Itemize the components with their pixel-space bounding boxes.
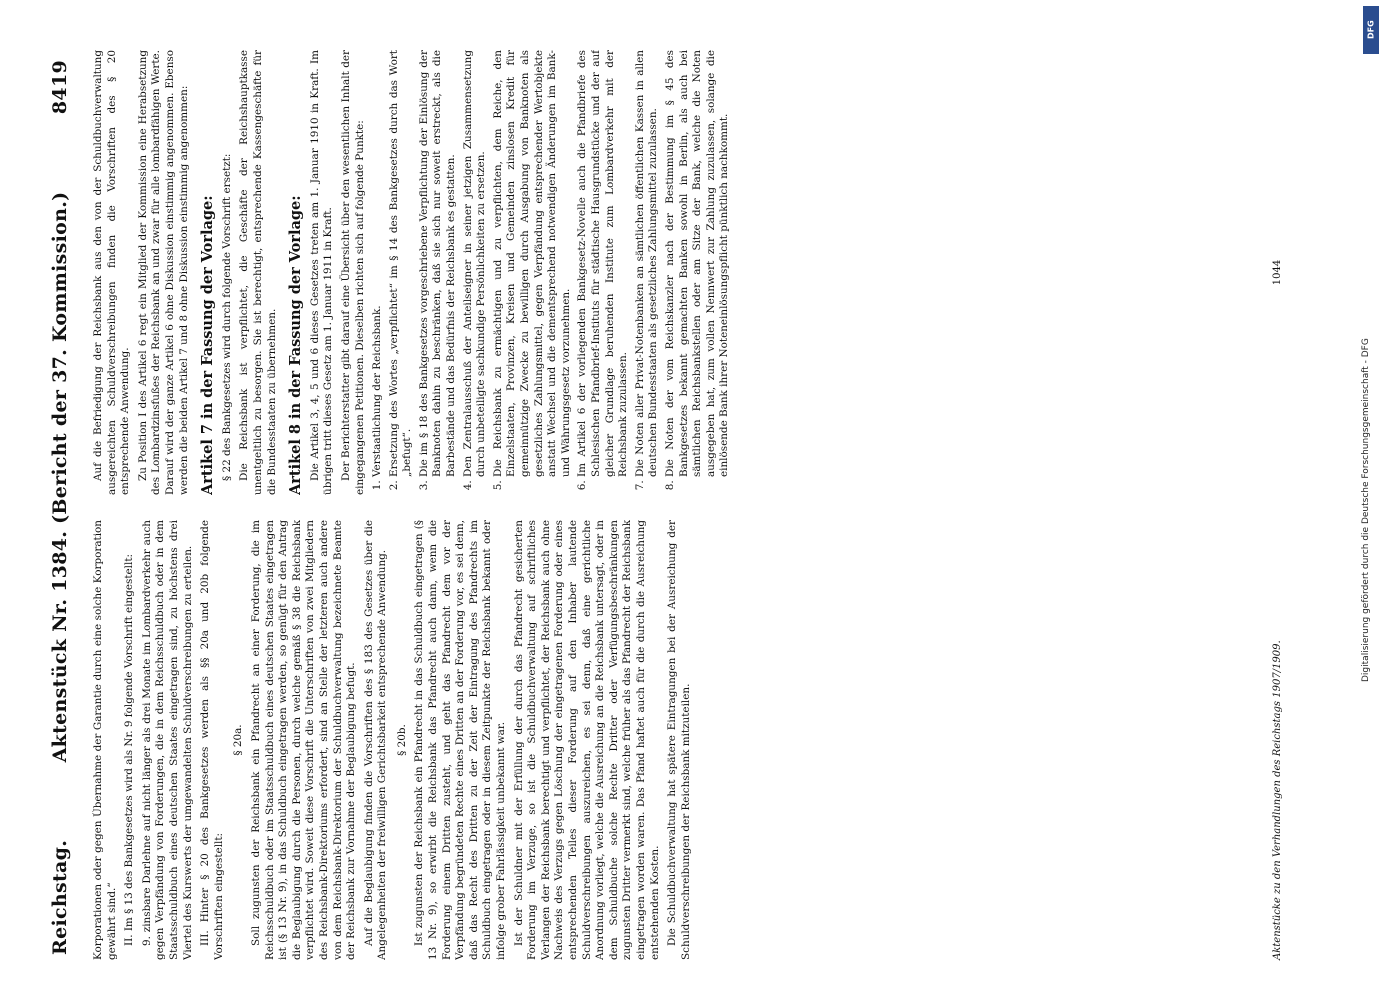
paragraph: Die Schuldbuchverwaltung hat spätere Eintragungen bei der Ausreichung der Schuldverschreibungen der Reichsbank mitzuteilen. [666, 520, 692, 960]
paragraph: Ist der Schuldner mit der Erfüllung der durch das Pfandrecht gesicherten Forderung im Verzuge, so ist die Schuldbuchverwaltung auf schriftliches Verlangen der Reichsbank berechtigt und verpflichtet, der Reichsbank auch ohne Nachweis des Verzugs gegen Löschung der eingetragenen Forderung oder eines entsprechenden Teiles dieser Forderung auf den Inhaber lautende Schuldverschreibungen auszureichen, es sei denn, daß eine gerichtliche Anordnung vorliegt, welche die Ausreichung an die Reichsbank untersagt, oder in dem Schuldbuche solche Rechte Dritter oder Verfügungsbeschränkungen zugunsten Dritter vermerkt sind, welche früher als das Pfandrecht der Reichsbank eingetragen worden waren. Das Pfand haftet auch für die durch die Ausreichung entstehenden Kosten. [512, 520, 661, 960]
header-title: Aktenstück Nr. 1384. (Bericht der 37. Kommission.) [49, 191, 71, 763]
list-item: 3. Die im § 18 des Bankgesetzes vorgeschriebene Verpflichtung der Einlösung der Banknoten dahin zu beschränken, daß sie sich nur soweit erstreckt, als die Barbestände und das Bedürfnis der Reichsbank es gestatten. [418, 50, 459, 477]
right-column [92, 50, 1262, 495]
dfg-logo: DFG [1363, 6, 1379, 54]
article-heading: Artikel 7 in der Fassung der Vorlage: [199, 195, 217, 495]
list-item: 1. Verstaatlichung der Reichsbank. [371, 50, 385, 477]
paragraph: Korporationen oder gegen Übernahme der Garantie durch eine solche Korporation gewährt sind.“ [92, 520, 118, 960]
footer-source: Aktenstücke zu den Verhandlungen des Reichstags 1907/1909. [1272, 640, 1283, 960]
petition-list [371, 50, 732, 495]
section-heading: § 20a. [232, 724, 245, 756]
paragraph: Die Artikel 3, 4, 5 und 6 dieses Gesetzes treten am 1. Januar 1910 in Kraft. Im übrigen tritt dieses Gesetz am 1. Januar 1911 in Kraft. [308, 50, 335, 495]
paragraph: 9. zinsbare Darlehne auf nicht länger als drei Monate im Lombardverkehr auch gegen Verpfändung von Forderungen, die in dem Reichsschuldbuch oder in dem Staatsschuldbuch eines deutschen Staates eingetragen sind, zu höchstens drei Viertel des Kurswerts der umgewandelten Schuldverschreibungen zu erteilen. [140, 520, 194, 960]
list-item: 8. Die Noten der vom Reichskanzler nach der Bestimmung im § 45 des Bankgesetzes bekannt gemachten Banken sowohl in Berlin, als auch bei sämtlichen Reichsbankstellen oder am Sitze der Bank, welche die Noten ausgegeben hat, zum vollen Nennwert zur Zahlung zuzulassen, solange die einlösende Bank ihrer Noteneinlösungspflicht pünktlich nachkommt. [664, 50, 732, 477]
paragraph: Die Reichsbank ist verpflichtet, die Geschäfte der Reichshauptkasse unentgeltlich zu besorgen. Sie ist berechtigt, entsprechende Kassengeschäfte für die Bundesstaaten zu übernehmen. [238, 50, 278, 495]
paragraph: Soll zugunsten der Reichsbank ein Pfandrecht an einer Forderung, die im Reichsschuldbuch oder im Staatsschuldbuch eines deutschen Staates eingetragen ist (§ 13 Nr. 9), in das Schuldbuch eingetragen werden, so genügt für den Antrag die Beglaubigung durch die Personen, durch welche gemäß § 38 die Reichsbank verpflichtet wird. Soweit diese Vorschrift die Unterschriften von zwei Mitgliedern des Reichsbank-Direktoriums erfordert, sind an Stelle der letzteren auch andere von dem Reichsbank-Direktorium der Schuldbuchverwaltung bezeichnete Beamte der Reichsbank zur Vornahme der Beglaubigung befugt. [249, 520, 358, 960]
paragraph: Der Berichterstatter gibt darauf eine Übersicht über den wesentlichen Inhalt der eingegangenen Petitionen. Dieselben richten sich auf folgende Punkte: [339, 50, 366, 495]
list-item: 2. Ersetzung des Wortes „verpflichtet“ im § 14 des Bankgesetzes durch das Wort „befugt“. [388, 50, 415, 477]
paragraph: Auf die Befriedigung der Reichsbank aus den von der Schuldbuchverwaltung ausgereichten Schuldverschreibungen finden die Vorschriften des § 20 entsprechende Anwendung. [92, 50, 132, 495]
paragraph: Ist zugunsten der Reichsbank ein Pfandrecht in das Schuldbuch eingetragen (§ 13 Nr. 9), so erwirbt die Reichsbank das Pfandrecht auch dann, wenn die Forderung einem Dritten zusteht, und geht das Pfandrecht dem vor der Verpfändung begründeten Rechte eines Dritten an der Forderung vor, es sei denn, daß das Recht des Dritten zu der Zeit der Eintragung des Pfandrechts im Schuldbuch eingetragen oder in diesem Zeitpunkte der Reichsbank bekannt oder infolge grober Fahrlässigkeit unbekannt war. [413, 520, 508, 960]
page-header [40, 60, 80, 955]
left-column [92, 520, 1262, 960]
header-left: Reichstag. [49, 839, 71, 955]
list-item: 4. Den Zentralausschuß der Anteilseigner in seiner jetzigen Zusammensetzung durch unbeteiligte sachkundige Persönlichkeiten zu ersetzen. [462, 50, 489, 477]
article-heading: Artikel 8 in der Fassung der Vorlage: [287, 195, 305, 495]
sheet-number: 1044 [1272, 259, 1283, 286]
list-item: 6. Im Artikel 6 der vorliegenden Bankgesetz-Novelle auch die Pfandbriefe des Schlesischen Pfandbrief-Instituts für städtische Hausgrundstücke und der auf gleicher Grundlage beruhenden Institute zum Lombardverkehr mit der Reichsbank zuzulassen. [576, 50, 630, 477]
paragraph: Zu Position I des Artikel 6 regt ein Mitglied der Kommission eine Herabsetzung des Lombardzinsfußes der Reichsbank an und zwar für alle lombardfähigen Werte. Darauf wird der ganze Artikel 6 ohne Diskussion einstimmig angenommen. Ebenso werden die beiden Artikel 7 und 8 ohne Diskussion einstimmig angenommen: [136, 50, 190, 495]
paragraph: § 22 des Bankgesetzes wird durch folgende Vorschrift ersetzt: [220, 153, 233, 481]
list-item: 5. Die Reichsbank zu ermächtigen und zu verpflichten, dem Reiche, den Einzelstaaten, Provinzen, Kreisen und Gemeinden zinslosen Kredit für gemeinnützige Zwecke zu bewilligen durch Ausgabung von Banknoten als gesetzliches Zahlungsmittel, gegen Verpfändung entsprechender Wertobjekte anstatt Wechsel und die dementsprechend notwendigen Änderungen im Bank- und Währungsgesetz vorzunehmen. [492, 50, 574, 477]
section-heading: § 20b. [395, 724, 408, 756]
page-number: 8419 [49, 60, 71, 115]
paragraph: Auf die Beglaubigung finden die Vorschriften des § 183 des Gesetzes über die Angelegenheiten der freiwilligen Gerichtsbarkeit entsprechende Anwendung. [362, 520, 389, 960]
list-item: 7. Die Noten aller Privat-Notenbanken an sämtlichen öffentlichen Kassen in allen deutschen Bundesstaaten als gesetzliches Zahlungsmittel zuzulassen. [634, 50, 661, 477]
digitization-credit: Digitalisierung gefördert durch die Deutsche Forschungsgemeinschaft - DFG [1361, 338, 1371, 682]
paragraph: III. Hinter § 20 des Bankgesetzes werden als §§ 20a und 20b folgende Vorschriften eingestellt: [199, 520, 225, 960]
paragraph: II. Im § 13 des Bankgesetzes wird als Nr. 9 folgende Vorschrift eingestellt: [123, 554, 136, 946]
